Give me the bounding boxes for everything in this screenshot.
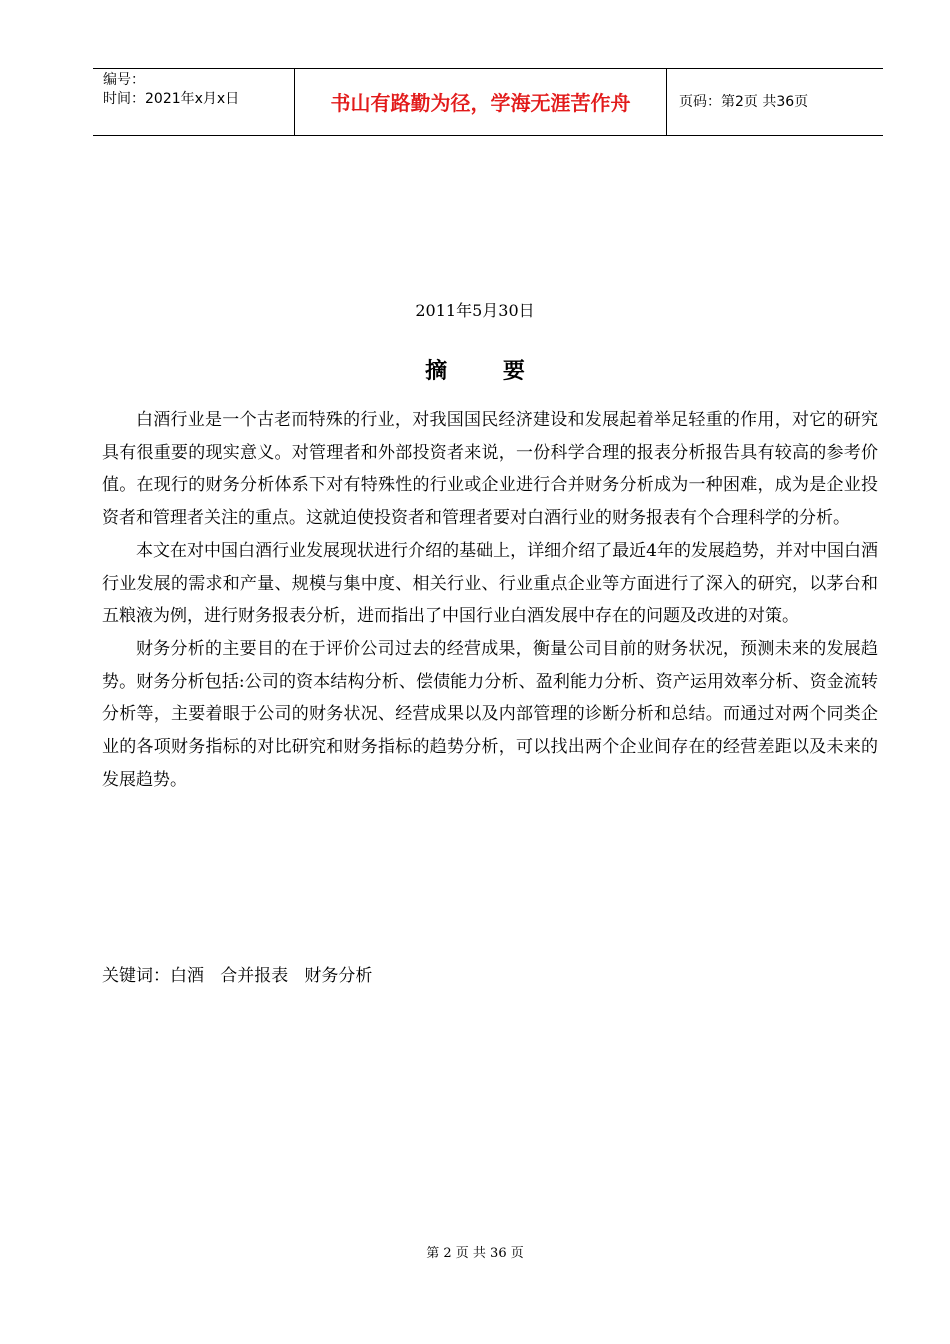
header-motto: 书山有路勤为径，学海无涯苦作舟 <box>330 91 631 115</box>
page-header <box>93 68 883 136</box>
abstract-paragraph: 财务分析的主要目的在于评价公司过去的经营成果，衡量公司目前的财务状况，预测未来的发展趋势。财务分析包括:公司的资本结构分析、偿债能力分析、盈利能力分析、资产运用效率分析、资金流转分析等，主要着眼于公司的财务状况、经营成果以及内部管理的诊断分析和总结。而通过对两个同类企业的各项财务指标的对比研究和财务指标的趋势分析，可以找出两个企业间存在的经营差距以及未来的发展趋势。 <box>102 638 878 790</box>
abstract-paragraph: 白酒行业是一个古老而特殊的行业，对我国国民经济建设和发展起着举足轻重的作用，对它的研究具有很重要的现实意义。对管理者和外部投资者来说，一份科学合理的报表分析报告具有较高的参考价值。在现行的财务分析体系下对有特殊性的行业或企业进行合并财务分析成为一种困难，成为是企业投资者和管理者关注的重点。这就迫使投资者和管理者要对白酒行业的财务报表有个合理科学的分析。 <box>102 410 878 529</box>
abstract-body <box>102 404 878 796</box>
document-date: 2011年5月30日 <box>415 301 535 320</box>
document-time-label: 时间：2021年x月x日 <box>103 91 240 107</box>
header-page-cell <box>667 69 883 135</box>
document-number-label: 编号： <box>103 72 145 88</box>
keywords-line: 关键词：白酒 合并报表 财务分析 <box>102 966 373 986</box>
header-page-info: 页码：第2页 共36页 <box>679 94 809 110</box>
abstract-title: 摘 要 <box>425 358 549 384</box>
header-motto-cell <box>295 69 667 135</box>
header-meta-cell <box>93 69 295 135</box>
page-footer: 第 2 页 共 36 页 <box>426 1246 524 1261</box>
abstract-paragraph: 本文在对中国白酒行业发展现状进行介绍的基础上，详细介绍了最近4年的发展趋势，并对中国白酒行业发展的需求和产量、规模与集中度、相关行业、行业重点企业等方面进行了深入的研究，以茅台和五粮液为例，进行财务报表分析，进而指出了中国行业白酒发展中存在的问题及改进的对策。 <box>102 540 878 627</box>
